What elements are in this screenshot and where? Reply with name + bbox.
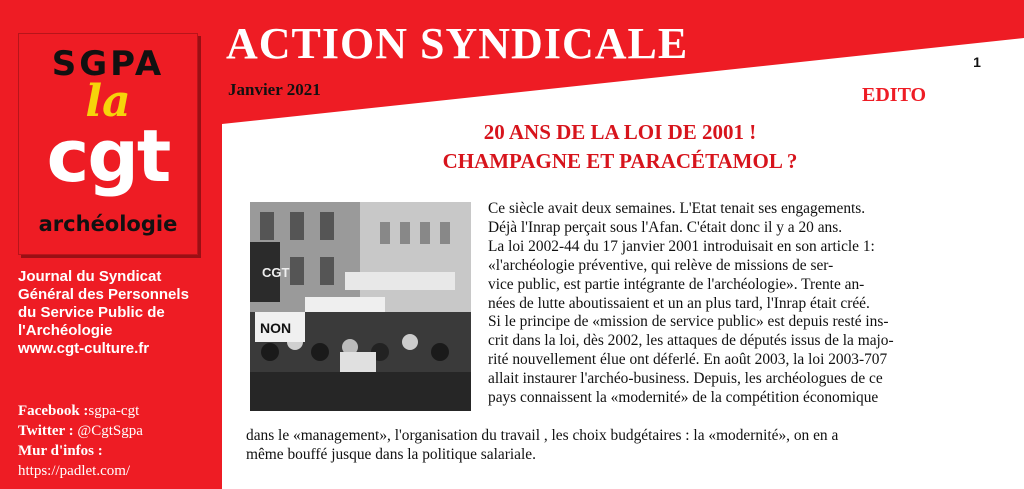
contact-facebook [18,401,218,421]
headline-line: CHAMPAGNE ET PARACÉTAMOL ? [442,149,798,173]
article-headline [400,118,840,176]
body-line: Si le principe de «mission de service public» est depuis resté ins- [488,313,889,331]
body-line: allait instaurer l'archéo-business. Depuis, les archéologues de ce [488,370,883,388]
body-line: pays connaissent la «modernité» de la compétition économique [488,389,879,407]
headline-line: 20 ANS DE LA LOI DE 2001 ! [483,120,757,144]
website-link[interactable]: www.cgt-culture.fr [18,340,150,357]
body-line: même bouffé jusque dans la politique salariale. [246,445,536,463]
newsletter-title: ACTION SYNDICALE [226,19,689,68]
contact-label: Mur d'infos : [18,443,103,459]
demonstration-photo [250,202,471,411]
photo-sign-cgt: CGT [262,265,290,280]
contact-label: Twitter : [18,423,74,439]
logo-sgpa-text: SGPA [51,44,165,84]
twitter-link[interactable]: @CgtSgpa [73,423,143,439]
facebook-link[interactable]: sgpa-cgt [88,403,140,419]
body-line: dans le «management», l'organisation du travail , les choix budgétaires : la «modernité», on en a [246,427,839,444]
logo-archeologie-text: archéologie [38,212,178,236]
demonstration-photo-drawing [250,202,471,411]
contact-padlet [18,441,218,461]
body-line: nées de lutte aboutissaient et un an plus tard, l'Inrap était créé. [488,294,870,312]
journal-line: l'Archéologie [18,322,113,339]
contact-padlet-url [18,461,218,481]
journal-line: du Service Public de [18,304,165,321]
contacts-block [18,401,218,481]
body-line: vice public, est partie intégrante de l'archéologie». Trente an- [488,275,865,293]
body-line: La loi 2002-44 du 17 janvier 2001 introduisait en son article 1: [488,237,875,255]
article-body-continued [246,427,996,465]
padlet-link[interactable]: https://padlet.com/ [18,463,131,479]
article-body [488,200,994,408]
contact-twitter [18,421,218,441]
sgpa-cgt-logo [18,33,198,255]
rubric-label: EDITO [862,84,927,106]
journal-line: Général des Personnels [18,286,189,303]
contact-label: Facebook : [18,403,89,419]
body-line: crit dans la loi, dès 2002, les attaques de députés issus de la majo- [488,332,894,350]
body-line: rité nouvellement élue ont déferlé. En août 2003, la loi 2003-707 [488,351,888,369]
photo-sign-non: NON [260,320,292,336]
body-line: Déjà l'Inrap perçait sous l'Afan. C'était donc il y a 20 ans. [488,218,843,236]
issue-date: Janvier 2021 [228,80,321,99]
page-number: 1 [954,50,1000,76]
journal-description [18,268,218,358]
journal-line: Journal du Syndicat [18,268,162,285]
body-line: Ce siècle avait deux semaines. L'Etat tenait ses engagements. [488,200,866,217]
body-line: «l'archéologie préventive, qui relève de missions de ser- [488,256,834,274]
logo-la-text: la [85,76,131,127]
logo-cgt-text: cgt [46,114,170,198]
